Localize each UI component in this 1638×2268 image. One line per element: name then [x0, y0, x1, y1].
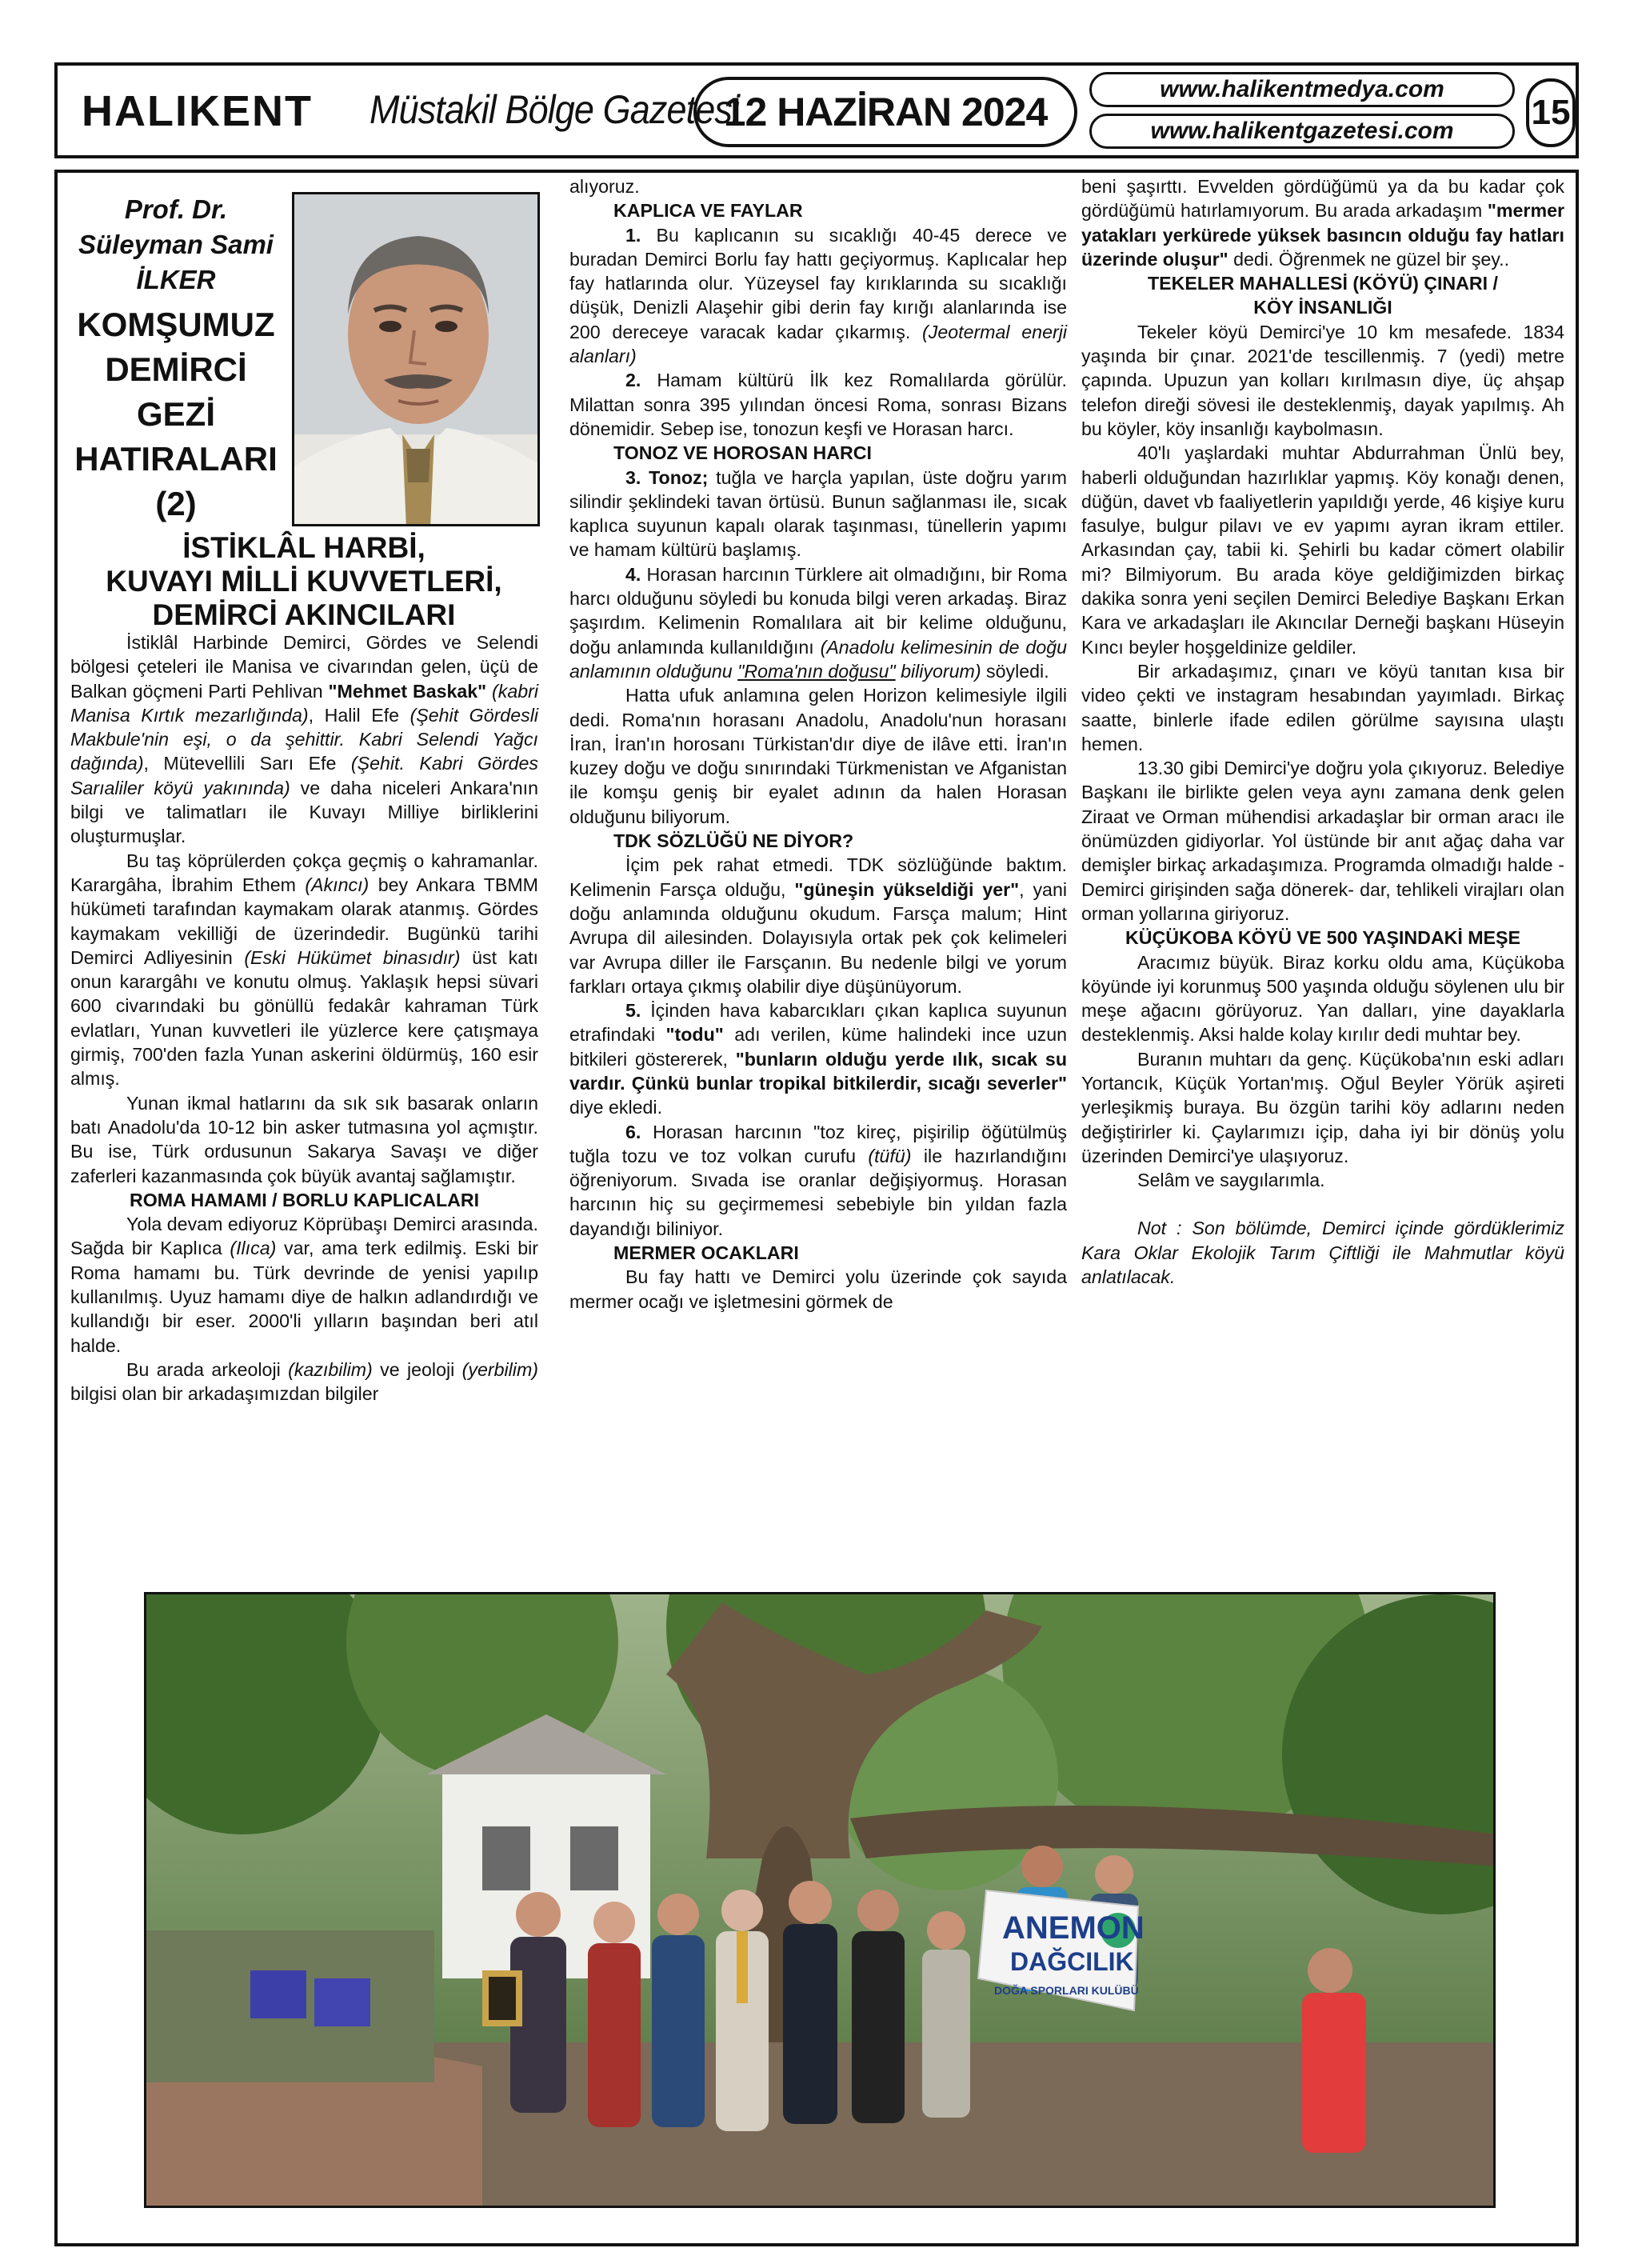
website-link-1[interactable]: www.halikentmedya.com	[1089, 72, 1515, 107]
article-column-1	[70, 630, 538, 1406]
paragraph: Tekeler köyü Demirci'ye 10 km mesafede. 1834 yaşında bir çınar. 2021'de tescillenmiş. 7 (yedi) metre çapında. Upuzun yan kolları kırılmasın diye, üç ahşap telefon direği sövesi ile desteklenmiş, dayak yapılmış. Ah bu köyler, köy insanlığı kaybolmasın.	[1081, 321, 1564, 439]
spacer	[1081, 1192, 1564, 1216]
paragraph: Bu arada arkeoloji (kazıbilim) ve jeoloji (yerbilim) bilgisi olan bir arkadaşımızdan bilgiler	[70, 1358, 538, 1405]
paragraph: Yola devam ediyoruz Köprübaşı Demirci arasında. Sağda bir Kaplıca (Ilıca) var, ama terk edilmiş. Eski bir Roma hamamı bu. Türk devrinde de yenisi yapılıp kullanılmış. Uyuz hamamı diye de halkın adlandırdığı ve kullandığı bir eser. 2000'li yılların başından beri atıl halde.	[70, 1214, 538, 1356]
paragraph: 6. Horasan harcının "toz kireç, pişirilip öğütülmüş tuğla tozu ve toz volkan curufu (tüfü) ile hazırlandığını öğreniyorum. Sıvada ise oranlar değişiyormuş. Horasan harcının hiç su geçirmemesi sebebiyle bin yıldan fazla dayandığı biliniyor.	[569, 1121, 1067, 1239]
issue-date: 12 HAZİRAN 2024	[693, 77, 1077, 147]
author-portrait-illustration	[294, 194, 540, 526]
paragraph: Yunan ikmal hatlarını da sık sık basarak onların batı Anadolu'da 10-12 bin asker tutmasına yol açmıştır. Bu ise, Türk ordusunun Sakarya Savaşı ve diğer zaferleri kazanmasında çok büyük avantaj sağlamıştır.	[70, 1092, 538, 1186]
section-heading: KÜÇÜKOBA KÖYÜ VE 500 YAŞINDAKİ MEŞE	[1125, 927, 1520, 949]
banner-text-1: ANEMON	[1002, 1910, 1145, 1946]
masthead	[54, 62, 1579, 158]
paragraph: 3. Tonoz; tuğla ve harçla yapılan, üste doğru yarım silindir şeklindeki tavan örtüsü. Bunun sağlanması ile, sıcak kaplıca suyunun kapalı olarak taşınması, tünellerin yapımı ve hamam kültürü başlamış.	[569, 466, 1067, 561]
paragraph: Buranın muhtarı da genç. Küçükoba'nın eski adları Yortancık, Küçük Yortan'mış. Oğul Beyler Yörük aşireti yerleşikmiş buraya. Bu özgün tarihi köy adlarını neden değiştirirler ki. Çaylarımızı içip, daha iyi bir dönüş yolu üzerinden Demirci'ye ulaşıyoruz.	[1081, 1048, 1564, 1166]
paragraph: 13.30 gibi Demirci'ye doğru yola çıkıyoruz. Belediye Başkanı ile birlikte gelen veya aynı zamana denk gelen Ziraat ve Orman mühendisi arkadaşlar bir orman aracı ile önümüzden gidiyorlar. Yol üstünde bir anıt ağaç daha var demişler birkaç arkadaşımıza. Programda olmadığı halde -Demirci girişinden sağa dönerek- dar, tehlikeli virajları olan orman yollarına giriyoruz.	[1081, 758, 1564, 924]
paragraph: Hatta ufuk anlamına gelen Horizon kelimesiyle ilgili dedi. Roma'nın horasanı Anadolu, Anadolu'nun horasanı İran, İran'ın horosanı Türkistan'dır diye de ilâve etti. İran'ın kuzey doğu ve doğu sınırındaki Türkmenistan ve Afganistan ile komşu geniş bir eyalet adının da halen Horasan olduğunu biliyorum.	[569, 685, 1067, 827]
paragraph: Selâm ve saygılarımla.	[1137, 1170, 1325, 1191]
article-column-3	[1081, 174, 1564, 1289]
paragraph: 5. İçinden hava kabarcıkları çıkan kaplıca suyunun etrafindaki "todu" adı verilen, küme halindeki ince uzun bitkileri göstererek, "bunların olduğu yerde ılık, sıcak su vardır. Çünkü bunlar tropikal bitkilerdir, sıcağı severler" diye ekledi.	[569, 1000, 1067, 1118]
section-heading: KAPLICA VE FAYLAR	[613, 200, 803, 222]
paragraph: alıyoruz.	[569, 176, 640, 197]
article-title: KOMŞUMUZ DEMİRCİ GEZİ HATIRALARI (2)	[74, 306, 278, 522]
article-column-2	[569, 174, 1067, 1314]
paragraph: 1. Bu kaplıcanın su sıcaklığı 40-45 derece ve buradan Demirci Borlu fay hattı geçiyormuş. Kaplıcalar hep fay hatlarında olur. Yüzeysel fay kırıklarında su sıcaklığı düşük, Denizli Alaşehir gibi derin fay kırığı alanlarında ise 200 dereceye varacak kadar çıkarmış. (Jeotermal enerji alanları)	[569, 224, 1067, 367]
author-byline: Prof. Dr. Süleyman Sami İLKER	[78, 194, 274, 294]
page-number: 15	[1526, 78, 1576, 147]
group-photo-under-tree	[144, 1592, 1496, 2208]
paragraph: 2. Hamam kültürü İlk kez Romalılarda görülür. Milattan sonra 395 yılından öncesi Roma, sonrası Bizans dönemidir. Sebep ise, tonozun keşfi ve Horasan harcı.	[569, 370, 1067, 439]
article-subhead: İSTİKLÂL HARBİ, KUVAYI MİLLİ KUVVETLERİ, DEMİRCİ AKINCILARI	[106, 531, 502, 631]
paragraph: Bu taş köprülerden çokça geçmiş o kahramanlar. Karargâha, İbrahim Ethem (Akıncı) bey Ankara TBMM hükümeti tarafından kaymakam olarak atanmış. Gördes kaymakam vekilliği de üzerindedir. Bugünkü tarihi Demirci Adliyesinin (Eski Hükümet binasıdır) üst katı onun karargâhı ve konutu olmuş. Yaklaşık hepsi süvari 600 civarındaki bu gönüllü fedakâr kahraman Türk evlatları, Yunan kuvvetleri ile yüzlerce kere çatışmaya girmiş, 700'den fazla Yunan askerini öldürmüş, 160 esir almış.	[70, 850, 538, 1090]
footnote: Not : Son bölümde, Demirci içinde gördüklerimiz Kara Oklar Ekolojik Tarım Çiftliği ile Mahmutlar köyü anlatılacak.	[1081, 1218, 1564, 1288]
section-heading: ROMA HAMAMI / BORLU KAPLICALARI	[129, 1189, 480, 1210]
paragraph: Bu fay hattı ve Demirci yolu üzerinde çok sayıda mermer ocağı ve işletmesini görmek de	[569, 1266, 1067, 1312]
paragraph: İçim pek rahat etmedi. TDK sözlüğünde baktım. Kelimenin Farsça olduğu, "güneşin yükseldiği yer", yani doğu anlamında olduğunu okudum. Farsça malum; Hint Avrupa dil ailesinden. Dolayısıyla ortak pek çok kelimeleri var Avrupa diller ile Farsçanın. Bu nedenle bilgi ve yorum farkları ortaya çıkmış olabilir diye düşünüyorum.	[569, 854, 1067, 997]
paragraph: beni şaşırttı. Evvelden gördüğümü ya da bu kadar çok gördüğümü hatırlamıyorum. Bu arada arkadaşım "mermer yatakları yerkürede yüksek basıncın olduğu fay hatları üzerinde oluşur" dedi. Öğrenmek ne güzel bir şey..	[1081, 176, 1564, 270]
paragraph: İstiklâl Harbinde Demirci, Gördes ve Selendi bölgesi çeteleri ile Manisa ve civarından gelen, üçü de Balkan göçmeni Parti Pehlivan "Mehmet Baskak" (kabri Manisa Kırtık mezarlığında), Halil Efe (Şehit Gördesli Makbule'nin eşi, o da şehittir. Kabri Selendi Yağcı dağında), Mütevellili Sarı Efe (Şehit. Kabri Gördes Sarıaliler köyü yakınında) ve daha niceleri Ankara'nın bilgi ve talimatları ile Kuvayı Milliye birliklerini oluşturmuşlar.	[70, 632, 539, 847]
section-heading: TDK SÖZLÜĞÜ NE DİYOR?	[613, 830, 854, 852]
section-heading: TONOZ VE HOROSAN HARCI	[613, 442, 872, 464]
newspaper-name: HALIKENT	[82, 87, 313, 135]
paragraph: Bir arkadaşımız, çınarı ve köyü tanıtan kısa bir video çekti ve instagram hesabından yayımladı. Birkaç saatte, binlerle ifade edilen görülme sayısına ulaştı hemen.	[1081, 660, 1564, 754]
banner-text-3: DOĞA SPORLARI KULÜBÜ	[994, 1984, 1139, 1997]
group-photo-illustration	[146, 1594, 1496, 2208]
section-heading: TEKELER MAHALLESİ (KÖYÜ) ÇINARI / KÖY İNSANLIĞI	[1148, 273, 1498, 318]
newspaper-subtitle: Müstakil Bölge Gazetesi	[370, 87, 740, 132]
club-banner	[978, 1890, 1145, 2010]
paragraph: Aracımız büyük. Biraz korku oldu ama, Küçükoba köyünde iyi korunmuş 500 yaşında olduğu söylenen ulu bir meşe ağacını görüyoruz. Yan dalları, yine dayaklarla desteklenmiş. Aksi halde kolay kırılır dedi muhtar bey.	[1081, 951, 1564, 1046]
author-photo	[292, 192, 540, 526]
website-link-2[interactable]: www.halikentgazetesi.com	[1089, 114, 1515, 149]
section-heading: MERMER OCAKLARI	[613, 1242, 799, 1264]
paragraph: 40'lı yaşlardaki muhtar Abdurrahman Ünlü bey, haberli olduğundan hazırlıklar yapmış. Köy konağı denen, düğün, davet vb faaliyetlerin yapıldığı yerde, 46 kişiye kuru fasulye, bulgur pilavı ve ev yapımı ayran ikram ettiler. Arkasından çay, tabii ki. Şehirli bu kadar cömert olabilir mi? Bilmiyorum. Bu arada köye geldiğimizden birkaç dakika sonra yeni seçilen Demirci Belediye Başkanı Erkan Kara ve arkadaşları ile Akıncılar Derneği başkanı Hüseyin Kıncı beyler hoşgeldinize geldiler.	[1081, 442, 1564, 658]
banner-text-2: DAĞCILIK	[1010, 1947, 1134, 1976]
paragraph: 4. Horasan harcının Türklere ait olmadığını, bir Roma harcı olduğunu söyledi bu konuda bilgi veren arkadaş. Biraz şaşırdım. Kelimenin Romalılara ait bir kelime olduğunu, doğu anlamında kullanıldığını (Anadolu kelimesinin de doğu anlamının olduğunu "Roma'nın doğusu" biliyorum) söyledi.	[569, 563, 1068, 682]
